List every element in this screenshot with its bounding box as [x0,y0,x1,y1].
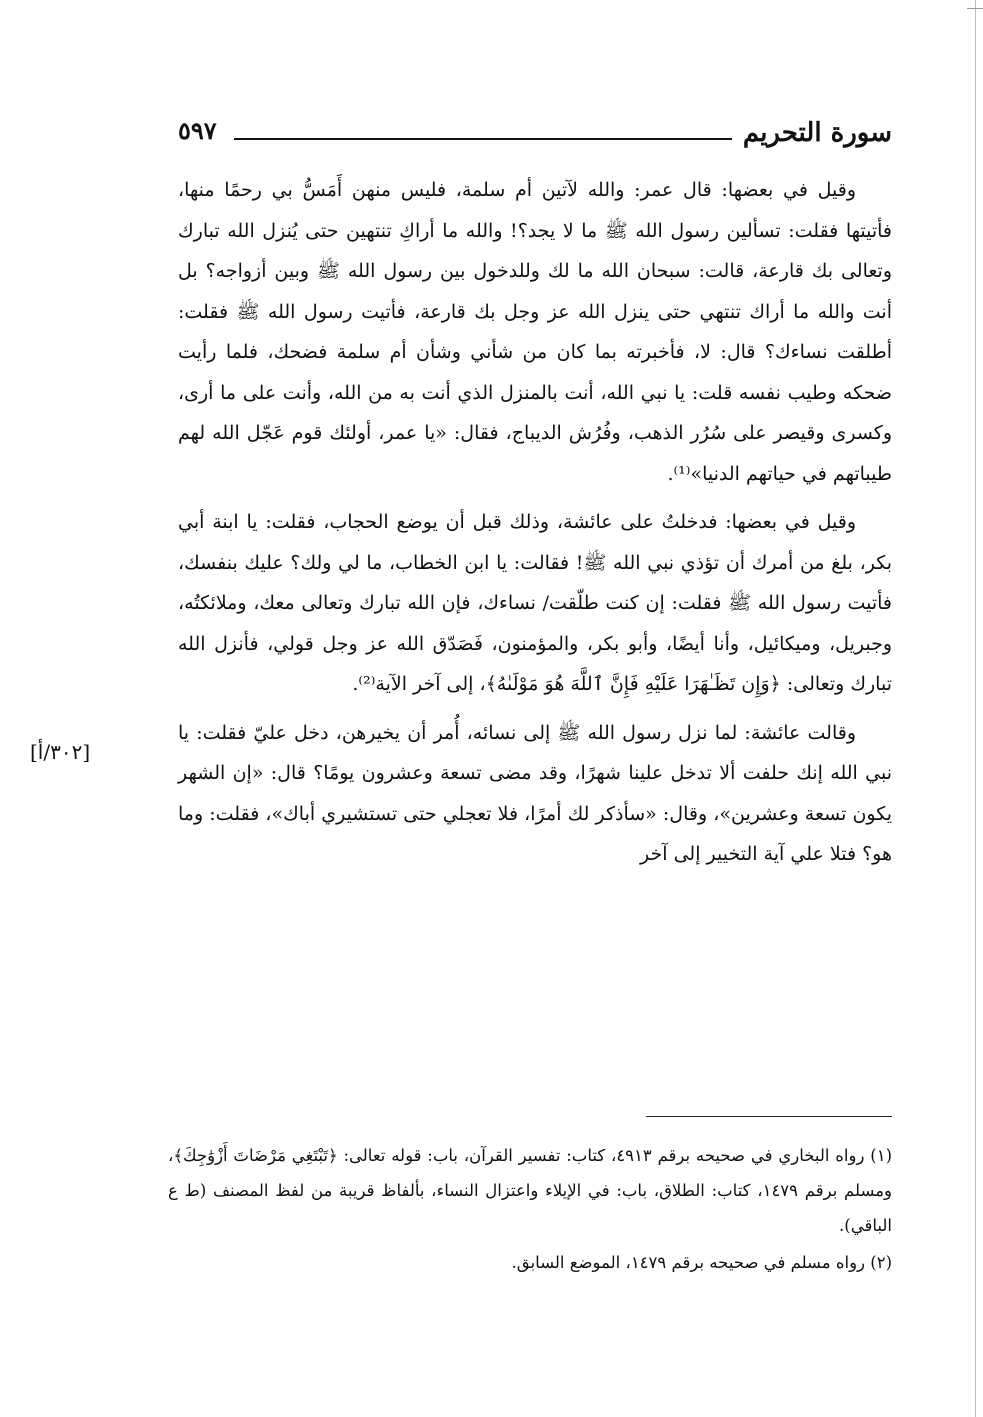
footnote: (١) رواه البخاري في صحيحه برقم ٤٩١٣، كتاب: تفسير القرآن، باب: قوله تعالى: ﴿تَبْتَغِي مَرْضَاتَ أَزْوَٰجِكَ﴾، ومسلم برقم ١٤٧٩، كتاب: الطلاق، باب: في الإيلاء واعتزال النساء، بألفاظ قريبة من لفظ المصنف (ط ع الباقي). [168,1146,892,1235]
header-rule [234,138,732,140]
page-header [178,108,892,152]
page-number: ٥٩٧ [178,116,217,145]
page-edge-tick [967,8,983,9]
surah-title: سورة التحريم [742,118,892,148]
paragraph: وقيل في بعضها: فدخلتُ على عائشة، وذلك قبل أن يوضع الحجاب، فقلت: يا ابنة أبي بكر، بلغ من أمرك أن تؤذي نبي الله ﷺ! فقالت: يا ابن الخطاب، ما لي ولك؟ عليك بنفسك، فأتيت رسول الله ﷺ فقلت: إن كنت طلّقت/ نساءك، فإن الله تبارك وتعالى معك، وملائكتُه، وجبريل، وميكائيل، وأنا أيضًا، وأبو بكر، والمؤمنون، فَصَدّق الله عز وجل قولي، فأنزل الله تبارك وتعالى: ﴿وَإِن تَظَـٰهَرَا عَلَيْهِ فَإِنَّ ٱللَّهَ هُوَ مَوْلَىٰهُ﴾، إلى آخر الآية⁽²⁾. [178,511,892,695]
manuscript-folio-reference: [٣٠٢/أ] [30,740,91,764]
footnotes [168,1138,892,1280]
footnote: (٢) رواه مسلم في صحيحه برقم ١٤٧٩، الموضع السابق. [511,1253,892,1272]
footnote-separator [646,1116,892,1117]
paragraph: وقيل في بعضها: قال عمر: والله لآتين أم سلمة، فليس منهن أَمَسُّ بي رحمًا منها، فأتيتها فقلت: تسألين رسول الله ﷺ ما لا يجد؟! والله ما أراكِ تنتهين حتى يُنزل الله تبارك وتعالى بك قارعة، قالت: سبحان الله ما لك وللدخول بين رسول الله ﷺ وبين أزواجه؟ بل أنت والله ما أراك تنتهي حتى ينزل الله عز وجل بك قارعة، فأتيت رسول الله ﷺ فقلت: أطلقت نساءك؟ قال: لا، فأخبرته بما كان من شأني وشأن أم سلمة فضحك، فلما رأيت ضحكه وطيب نفسه قلت: يا نبي الله، أنت بالمنزل الذي أنت به من الله، وأنت على ما أرى، وكسرى وقيصر على سُرُر الذهب، وفُرُش الديباج، فقال: «يا عمر، أولئك قوم عَجّل الله لهم طيباتهم في حياتهم الدنيا»⁽¹⁾. [178,179,892,485]
paragraph: وقالت عائشة: لما نزل رسول الله ﷺ إلى نسائه، أُمر أن يخيرهن، دخل عليّ فقلت: يا نبي الله إنك حلفت ألا تدخل علينا شهرًا، وقد مضى تسعة وعشرون يومًا؟ قال: «إن الشهر يكون تسعة وعشرين»، وقال: «سأذكر لك أمرًا، فلا تعجلي حتى تستشيري أباك»، فقلت: وما هو؟ فتلا علي آية التخيير إلى آخر [178,721,892,865]
page-edge-line [975,0,976,1417]
main-text [178,170,892,883]
